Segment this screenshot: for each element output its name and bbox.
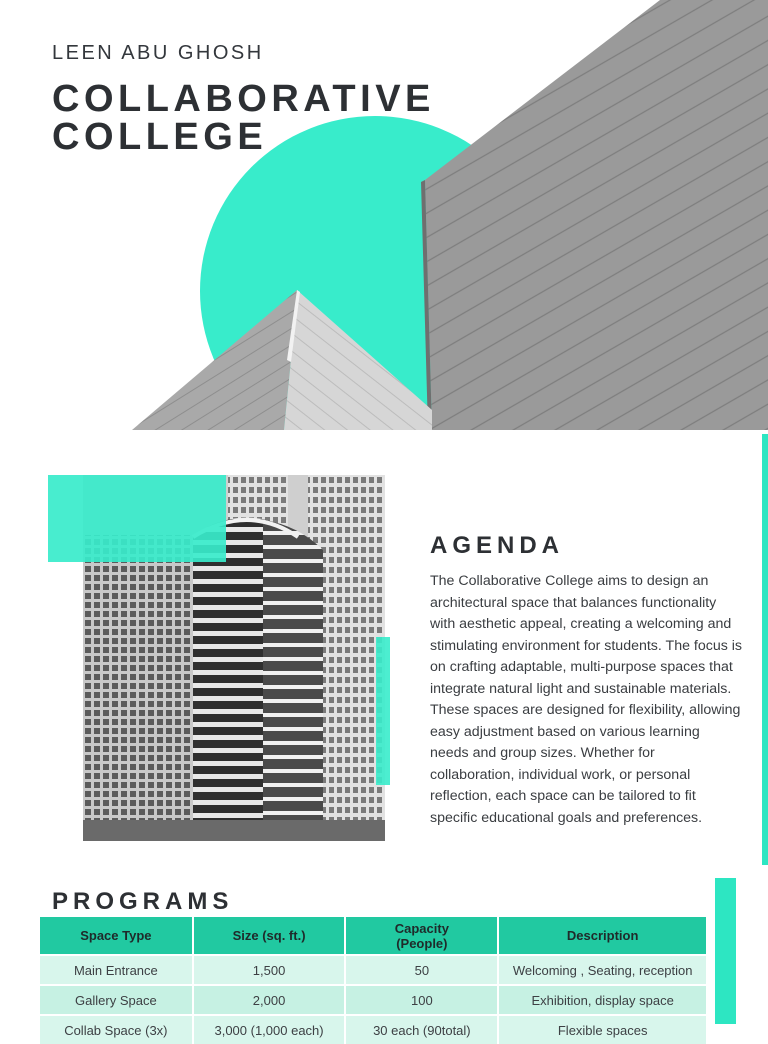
- accent-bar-right-bottom: [715, 878, 736, 1024]
- table-cell: Main Entrance: [40, 955, 193, 985]
- image-accent-strip: [376, 637, 390, 785]
- accent-bar-right-top: [762, 434, 768, 865]
- agenda-image: [48, 475, 393, 841]
- building-facade: [425, 0, 768, 430]
- table-cell: 50: [345, 955, 498, 985]
- author-name: LEEN ABU GHOSH: [52, 42, 264, 64]
- table-cell: Flexible spaces: [498, 1015, 707, 1044]
- table-header-row: [40, 917, 707, 955]
- table-row: [40, 1015, 707, 1044]
- table-cell: 100: [345, 985, 498, 1015]
- table-row: [40, 985, 707, 1015]
- table-cell: 1,500: [193, 955, 346, 985]
- column-header: Description: [498, 917, 707, 955]
- column-header: Size (sq. ft.): [193, 917, 346, 955]
- programs-table: [40, 917, 708, 1044]
- document-title: [52, 80, 435, 156]
- table-cell: Collab Space (3x): [40, 1015, 193, 1044]
- column-header: Capacity (People): [345, 917, 498, 955]
- table-cell: 3,000 (1,000 each): [193, 1015, 346, 1044]
- title-line-2: COLLEGE: [52, 116, 268, 158]
- agenda-body: The Collaborative College aims to design an architectural space that balances functionality with aesthetic appeal, creating a welcoming and stimulating environment for students. The focus is on crafting adaptable, multi-purpose spaces that integrate natural light and sustainable materials. These spaces are designed for flexibility, allowing easy adjustment based on various learning needs and group sizes. Whether for collaboration, individual work, or personal reflection, each space can be tailored to fit specific educational goals and preferences.: [430, 573, 743, 826]
- table-cell: Welcoming , Seating, reception: [498, 955, 707, 985]
- agenda-heading: AGENDA: [430, 532, 565, 559]
- column-header: Space Type: [40, 917, 193, 955]
- table-cell: 30 each (90total): [345, 1015, 498, 1044]
- table-row: [40, 955, 707, 985]
- table-cell: Exhibition, display space: [498, 985, 707, 1015]
- table-cell: Gallery Space: [40, 985, 193, 1015]
- programs-heading: PROGRAMS: [52, 888, 234, 915]
- table-cell: 2,000: [193, 985, 346, 1015]
- title-line-1: COLLABORATIVE: [52, 78, 435, 120]
- image-accent-block: [48, 475, 226, 562]
